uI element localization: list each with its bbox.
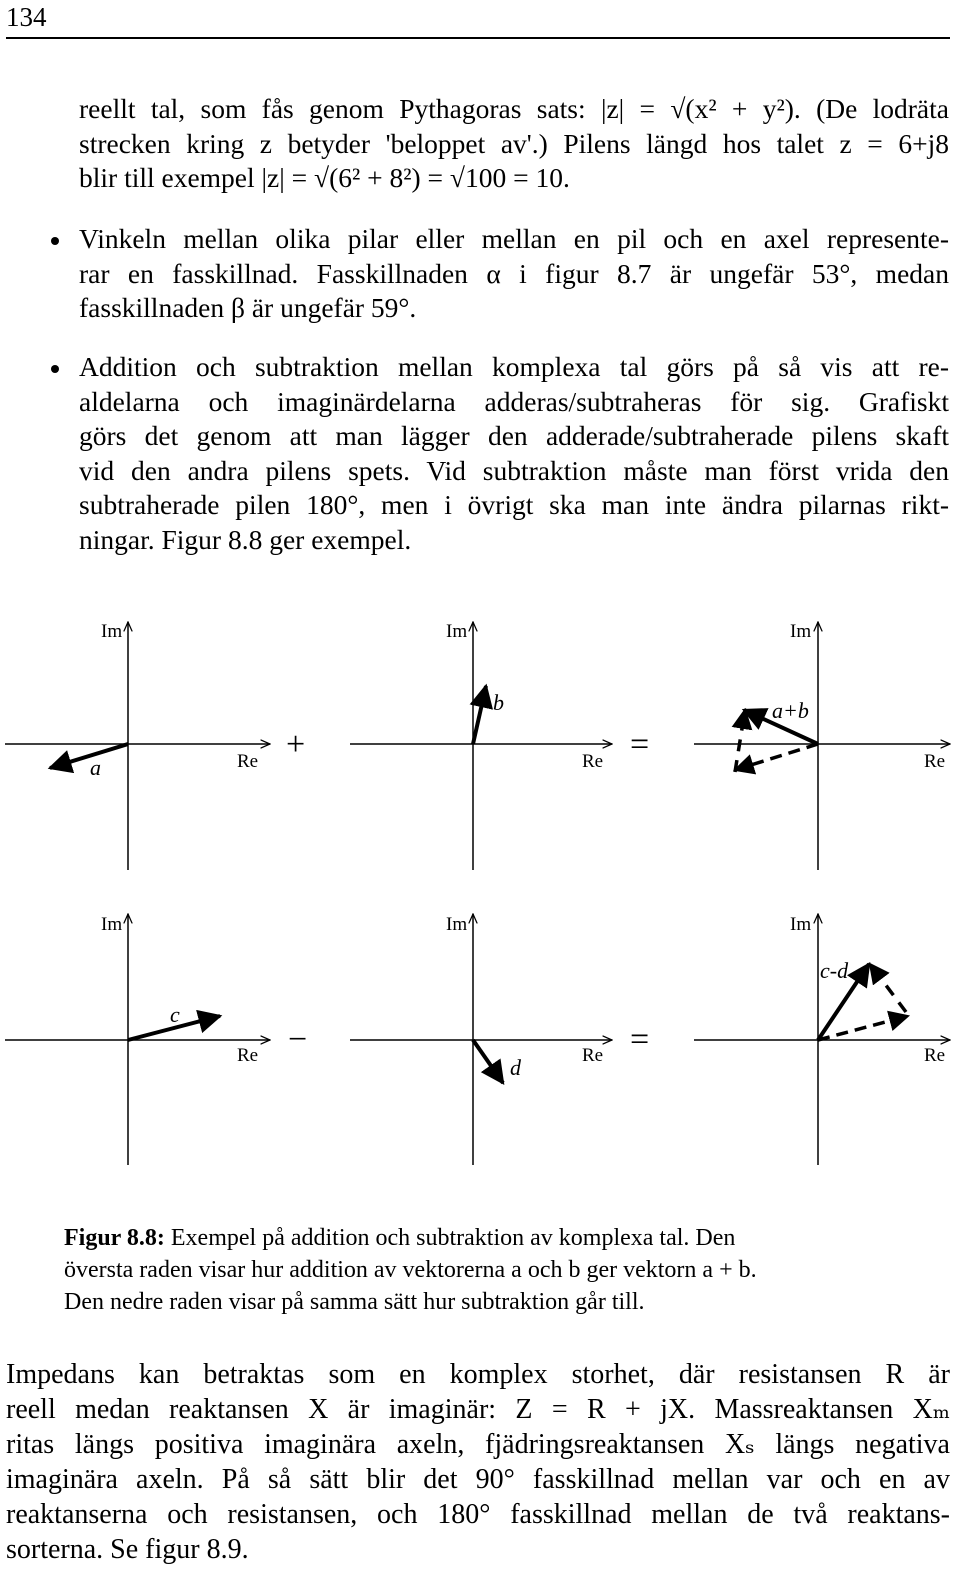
re-label: Re [237, 1045, 259, 1066]
text-line: rar en fasskillnad. Fasskillnaden α i figur 8.7 är ungefär 53°, medan [79, 257, 949, 289]
text-line: reaktanserna och resistansen, och 180° fasskillnad mellan de två reaktans- [6, 1499, 950, 1530]
figure-caption [64, 1222, 894, 1318]
text-line: aldelarna och imaginärdelarna adderas/subtraheras för sig. Grafiskt [79, 385, 949, 417]
im-label: Im [101, 914, 123, 935]
minus-operator: − [288, 1021, 308, 1058]
bullet-text [79, 350, 949, 558]
re-label: Re [582, 751, 604, 772]
equals-operator: = [630, 726, 650, 763]
im-label: Im [101, 621, 123, 642]
plot-a [5, 621, 270, 870]
plot-sum [694, 621, 950, 870]
vector-b-arrow [473, 686, 486, 744]
plus-operator: + [286, 726, 306, 763]
re-label: Re [582, 1045, 604, 1066]
re-label: Re [924, 1045, 946, 1066]
plot-d [350, 914, 612, 1165]
im-label: Im [790, 621, 812, 642]
im-label: Im [446, 621, 468, 642]
vector-c-label: c [170, 1002, 180, 1027]
caption-line: översta raden visar hur addition av vektorerna a och b ger vektorn a + b. [64, 1257, 757, 1283]
bullet-dot-icon [51, 365, 59, 373]
text-line: sorterna. Se figur 8.9. [6, 1534, 249, 1565]
im-label: Im [790, 914, 812, 935]
moved-a-dashed-arrow [735, 744, 818, 770]
plot-diff [694, 914, 950, 1165]
caption-text: Exempel på addition och subtraktion av komplexa tal. Den [164, 1225, 736, 1251]
vector-diff-label: c-d [820, 958, 849, 983]
re-label: Re [924, 751, 946, 772]
caption-label: Figur 8.8: [64, 1225, 165, 1251]
bullet-text [79, 222, 949, 326]
text-line: ritas längs positiva imaginära axeln, fjädringsreaktansen Xₛ längs negativa [6, 1429, 950, 1460]
text-line: imaginära axeln. På så sätt blir det 90° fasskillnad mellan var och en av [6, 1464, 950, 1495]
header-rule [6, 37, 950, 39]
text-line: fasskillnaden β är ungefär 59°. [79, 292, 417, 324]
caption-line: Den nedre raden visar på samma sätt hur subtraktion går till. [64, 1289, 645, 1315]
vector-d-arrow [473, 1040, 503, 1083]
vector-d-label: d [510, 1055, 521, 1080]
text-line: blir till exempel |z| = √(6² + 8²) = √100 = 10. [79, 162, 570, 194]
vector-b-label: b [493, 690, 504, 715]
vector-a-label: a [90, 755, 101, 780]
im-label: Im [446, 914, 468, 935]
equals-operator: = [630, 1021, 650, 1058]
reversed-d-dashed-arrow [870, 964, 906, 1012]
text-line: subtraherade pilen 180°, men i övrigt ska man inte ändra pilarnas rikt- [79, 489, 949, 521]
complex-vector-figure [0, 600, 960, 1180]
text-line: ningar. Figur 8.8 ger exempel. [79, 523, 412, 555]
page-number: 134 [6, 2, 47, 32]
text-line: reell medan reaktansen X är imaginär: Z = R + jX. Massreaktansen Xₘ [6, 1394, 950, 1425]
bullet-dot-icon [51, 237, 59, 245]
re-label: Re [237, 751, 259, 772]
vector-a-arrow [50, 744, 128, 768]
closing-paragraph [6, 1357, 950, 1567]
text-line: Vinkeln mellan olika pilar eller mellan en pil och en axel represente- [79, 223, 949, 254]
intro-paragraph [79, 92, 949, 196]
plot-c [5, 914, 270, 1165]
text-line: Impedans kan betraktas som en komplex storhet, där resistansen R är [6, 1359, 950, 1390]
text-line: görs det genom att man lägger den adderade/subtraherade pilens skaft [79, 420, 949, 452]
text-line: reellt tal, som fås genom Pythagoras sats: |z| = √(x² + y²). (De lodräta [79, 93, 949, 124]
vector-sum-label: a+b [772, 698, 809, 723]
text-line: Addition och subtraktion mellan komplexa tal görs på så vis att re- [79, 351, 949, 382]
text-line: vid den andra pilens spets. Vid subtraktion måste man först vrida den [79, 454, 949, 486]
moved-b-dashed-arrow [735, 710, 745, 772]
plot-b [350, 621, 612, 870]
text-line: strecken kring z betyder 'beloppet av'.) Pilens längd hos talet z = 6+j8 [79, 127, 949, 159]
caption-line [64, 1222, 894, 1254]
